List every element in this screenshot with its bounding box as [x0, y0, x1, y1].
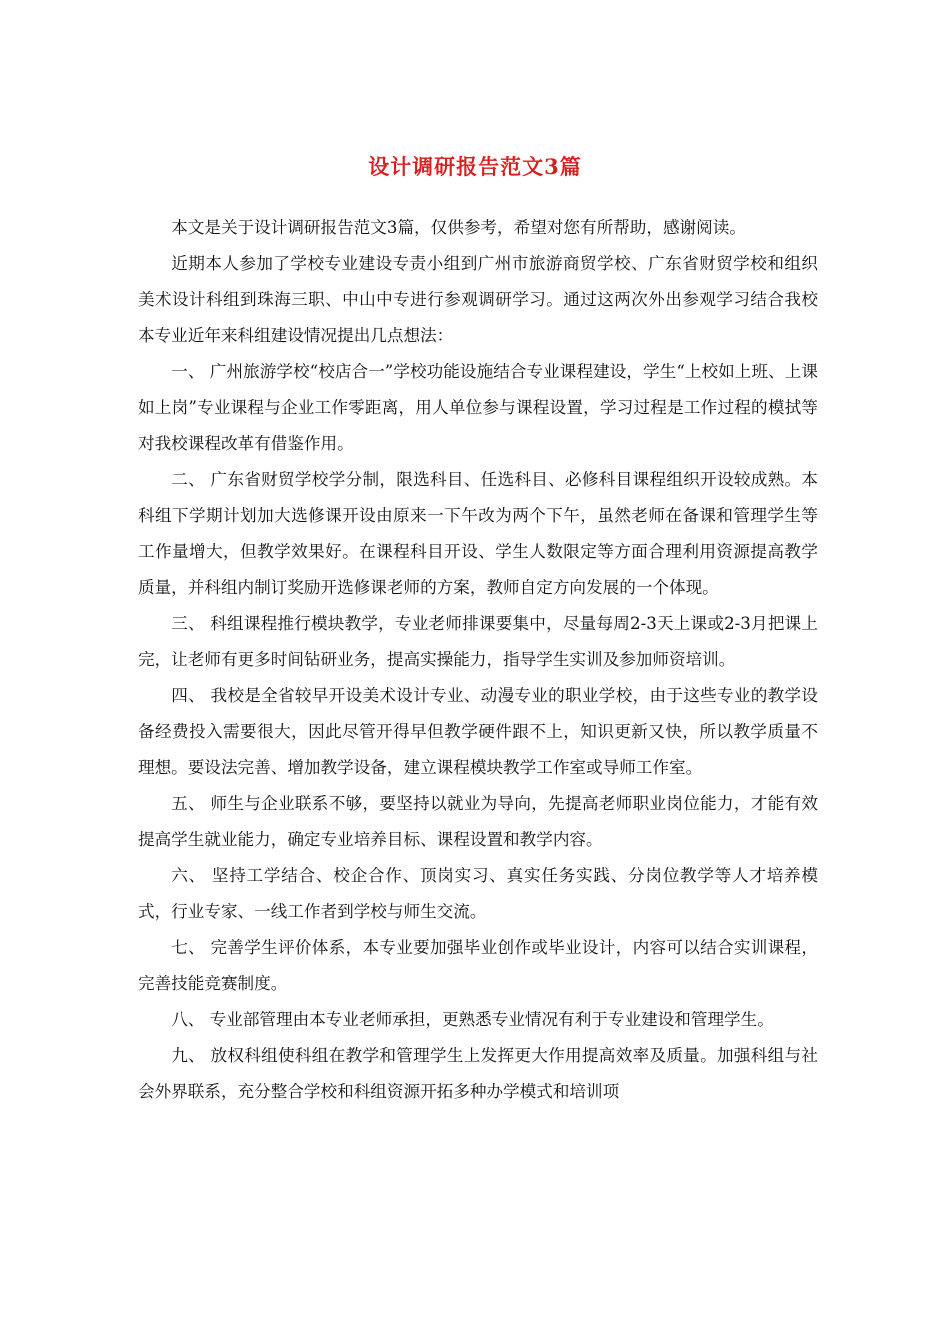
paragraph-point-9: 九、 放权科组使科组在教学和管理学生上发挥更大作用提高效率及质量。加强科组与社会外界联系，充分整合学校和科组资源开拓多种办学模式和培训项	[138, 1046, 818, 1101]
document-title: 设计调研报告范文3篇	[368, 154, 582, 179]
paragraph-point-7: 七、 完善学生评价体系，本专业要加强毕业创作或毕业设计，内容可以结合实训课程，完善技能竞赛制度。	[138, 938, 818, 993]
paragraph-point-5: 五、 师生与企业联系不够，要坚持以就业为导向，先提高老师职业岗位能力，才能有效提高学生就业能力，确定专业培养目标、课程设置和教学内容。	[138, 794, 818, 849]
paragraph-point-2: 二、 广东省财贸学校学分制，限选科目、任选科目、必修科目课程组织开设较成熟。本科组下学期计划加大选修课开设由原来一下午改为两个下午，虽然老师在备课和管理学生等工作量增大，但教学效果好。在课程科目开设、学生人数限定等方面合理利用资源提高教学质量，并科组内制订奖励开选修课老师的方案，教师自定方向发展的一个体现。	[138, 470, 818, 597]
paragraph-point-6: 六、 坚持工学结合、校企合作、顶岗实习、真实任务实践、分岗位教学等人才培养模式，行业专家、一线工作者到学校与师生交流。	[138, 866, 818, 921]
paragraph-point-8: 八、 专业部管理由本专业老师承担，更熟悉专业情况有利于专业建设和管理学生。	[171, 1010, 774, 1029]
paragraph-point-4: 四、 我校是全省较早开设美术设计专业、动漫专业的职业学校，由于这些专业的教学设备经费投入需要很大，因此尽管开得早但教学硬件跟不上，知识更新又快，所以教学质量不理想。要设法完善、增加教学设备，建立课程模块教学工作室或导师工作室。	[138, 686, 818, 777]
paragraph-point-1: 一、 广州旅游学校“校店合一”学校功能设施结合专业课程建设，学生“上校如上班、上课如上岗”专业课程与企业工作零距离，用人单位参与课程设置，学习过程是工作过程的模拭等对我校课程改革有借鉴作用。	[138, 362, 818, 453]
paragraph-intro: 本文是关于设计调研报告范文3篇，仅供参考，希望对您有所帮助，感谢阅读。	[171, 218, 746, 237]
paragraph-point-3: 三、 科组课程推行模块教学，专业老师排课要集中，尽量每周2-3天上课或2-3月把课上完，让老师有更多时间钻研业务，提高实操能力，指导学生实训及参加师资培训。	[138, 614, 818, 669]
document-body	[138, 210, 818, 1110]
paragraph-background: 近期本人参加了学校专业建设专责小组到广州市旅游商贸学校、广东省财贸学校和组织美术设计科组到珠海三职、中山中专进行参观调研学习。通过这两次外出参观学习结合我校本专业近年来科组建设情况提出几点想法：	[138, 254, 818, 345]
